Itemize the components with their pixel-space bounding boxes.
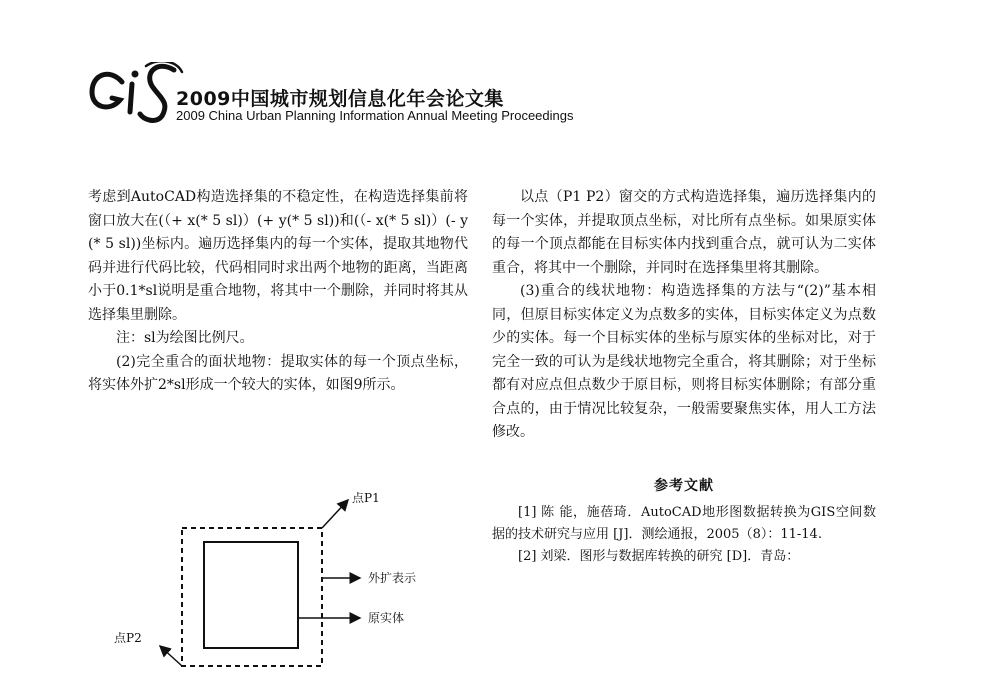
scale-note: 注：sl为绘图比例尺。 xyxy=(116,330,254,346)
label-original: 原实体 xyxy=(368,611,405,625)
reference-1: [1] 陈 能，施蓓琦．AutoCAD地形图数据转换为GIS空间数据的技术研究与应用 [J]．测绘通报，2005（8）：11-14. xyxy=(492,505,876,542)
figure-9 xyxy=(110,478,470,679)
right-paragraph-2: (3)重合的线状地物：构造选择集的方法与“(2)”基本相同，但原目标实体定义为点数多的实体，目标实体定义为点数少的实体。每一个目标实体的坐标与原实体的坐标对比，对于完全一致的可认为是线状地物完全重合，将其删除；对于坐标都有对应点但点数少于原目标，则将目标实体删除；有部分重合点的，由于情况比较复杂，一般需要聚焦实体，用人工方法修改。 xyxy=(492,283,876,440)
references-heading: 参考文献 xyxy=(654,477,714,494)
gis-logo-icon xyxy=(88,62,184,128)
right-paragraph-1: 以点（P1 P2）窗交的方式构造选择集，遍历选择集内的每一个实体，并提取顶点坐标，对比所有点坐标。如果原实体的每一个顶点都能在目标实体内找到重合点，就可认为二实体重合，将其中一个删除，并同时在选择集里将其删除。 xyxy=(492,189,876,276)
label-expand: 外扩表示 xyxy=(368,571,417,585)
original-entity-rect xyxy=(204,542,298,648)
left-paragraph-2: (2)完全重合的面状地物：提取实体的每一个顶点坐标，将实体外扩2*sl形成一个较大的实体，如图9所示。 xyxy=(88,353,468,393)
proceedings-subtitle: 2009 China Urban Planning Information Annual Meeting Proceedings xyxy=(176,108,574,123)
label-point-p2: 点P2 xyxy=(114,631,142,645)
reference-2: [2] 刘梁．图形与数据库转换的研究 [D]．青岛： xyxy=(518,549,800,564)
figure-9-diagram xyxy=(110,478,470,679)
proceedings-title: 2009中国城市规划信息化年会论文集 xyxy=(176,88,504,110)
left-column xyxy=(88,186,468,398)
left-paragraph-1: 考虑到AutoCAD构造选择集的不稳定性，在构造选择集前将窗口放大在(（+ x(* 5 sl)）(+ y(* 5 sl))和(（- x(* 5 sl)）(- y(* 5 sl))坐标内。遍历选择集内的每一个实体，提取其地物代码并进行代码比较，代码相同时求出两个地物的距离，当距离小于0.1*sl说明是重合地物，将其中一个删除，并同时将其从选择集里删除。 xyxy=(88,189,468,323)
label-point-p1: 点P1 xyxy=(352,491,380,505)
page-header xyxy=(88,62,708,132)
right-column xyxy=(492,186,876,568)
